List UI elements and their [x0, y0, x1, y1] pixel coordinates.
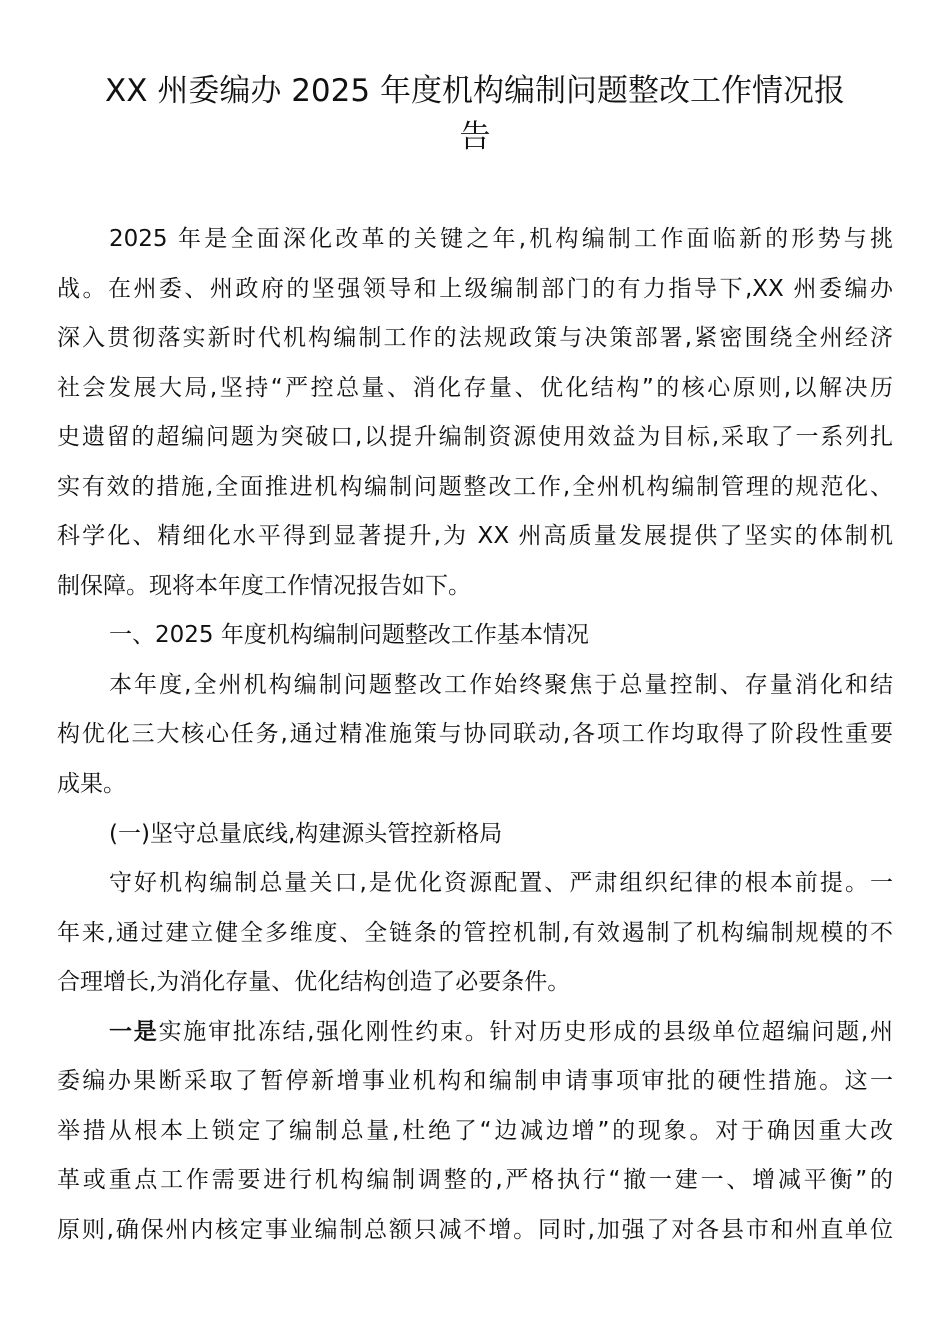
text-line: 制保障。现将本年度工作情况报告如下。	[57, 572, 471, 599]
paragraph-intro	[57, 215, 893, 611]
bold-lead: 一是	[109, 1018, 159, 1045]
paragraph-total-control	[57, 859, 893, 1008]
subheading-text: (一)坚守总量底线,构建源头管控新格局	[109, 820, 503, 847]
text-line: 年来,通过建立健全多维度、全链条的管控机制,有效遏制了机构编制规模的不	[57, 919, 893, 946]
text-line: 史遗留的超编问题为突破口,以提升编制资源使用效益为目标,采取了一系列扎	[57, 424, 893, 451]
paragraph-overview	[57, 661, 893, 810]
text-line: 革或重点工作需要进行机构编制调整的,严格执行“撤一建一、增减平衡”的	[57, 1167, 893, 1194]
text-line: 社会发展大局,坚持“严控总量、消化存量、优化结构”的核心原则,以解决历	[57, 374, 893, 401]
text-line: 本年度,全州机构编制问题整改工作始终聚焦于总量控制、存量消化和结	[109, 671, 893, 698]
text-line: 构优化三大核心任务,通过精准施策与协同联动,各项工作均取得了阶段性重要	[57, 721, 893, 748]
text-line: 成果。	[57, 771, 126, 798]
text-line	[57, 1008, 893, 1058]
section-heading	[57, 611, 893, 661]
text-line: 2025 年是全面深化改革的关键之年,机构编制工作面临新的形势与挑	[109, 226, 893, 252]
text-run: 实施审批冻结,强化刚性约束。针对历史形成的县级单位超编问题,州	[158, 1018, 894, 1045]
text-line: 举措从根本上锁定了编制总量,杜绝了“边减边增”的现象。对于确因重大改	[57, 1117, 893, 1144]
text-line: 原则,确保州内核定事业编制总额只减不增。同时,加强了对各县市和州直单位	[57, 1216, 893, 1243]
text-line: 科学化、精细化水平得到显著提升,为 XX 州高质量发展提供了坚实的体制机	[57, 523, 893, 550]
paragraph-measure-one	[57, 1008, 893, 1256]
text-line: 深入贯彻落实新时代机构编制工作的法规政策与决策部署,紧密围绕全州经济	[57, 325, 893, 352]
text-line: 合理增长,为消化存量、优化结构创造了必要条件。	[57, 969, 571, 996]
document-body	[57, 215, 893, 1255]
title-line: XX 州委编办 2025 年度机构编制问题整改工作情况报	[105, 73, 845, 109]
text-line: 守好机构编制总量关口,是优化资源配置、严肃组织纪律的根本前提。一	[109, 870, 893, 897]
text-line: 战。在州委、州政府的坚强领导和上级编制部门的有力指导下,XX 州委编办	[57, 275, 893, 302]
document-title	[40, 68, 910, 160]
subsection-heading	[57, 810, 893, 860]
heading-text: 一、2025 年度机构编制问题整改工作基本情况	[109, 622, 589, 649]
title-line: 告	[459, 119, 491, 155]
text-line: 实有效的措施,全面推进机构编制问题整改工作,全州机构编制管理的规范化、	[57, 473, 893, 500]
text-line: 委编办果断采取了暂停新增事业机构和编制申请事项审批的硬性措施。这一	[57, 1068, 893, 1095]
